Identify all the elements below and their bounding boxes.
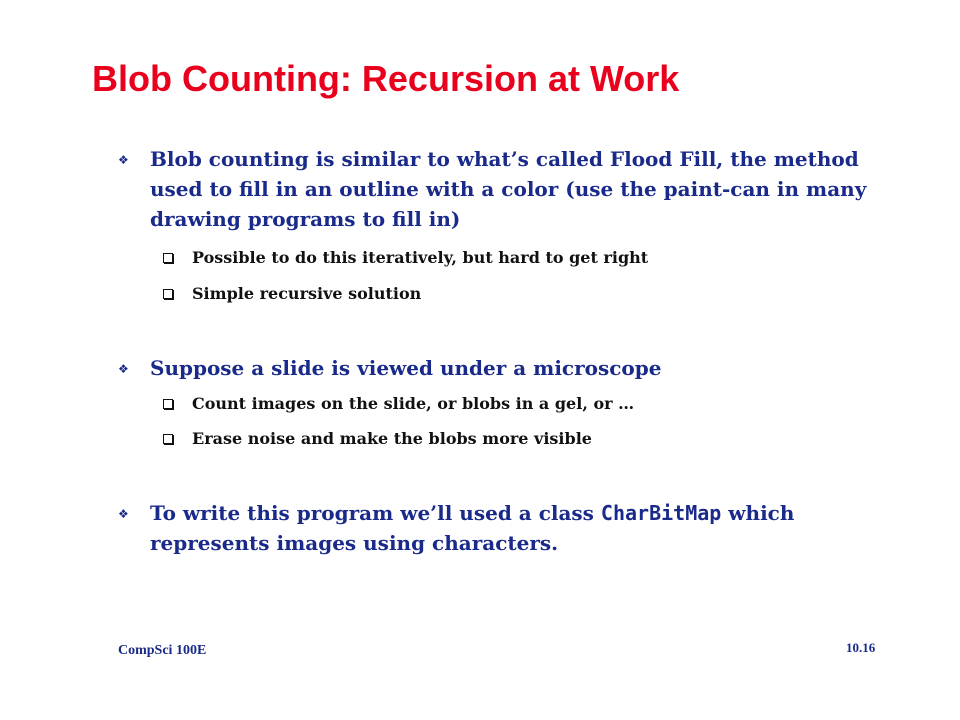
- bullet-charbitmap: [118, 498, 868, 562]
- bullet-text-before-code: To write this program we’ll used a class: [150, 501, 601, 525]
- sub-bullet-text: Count images on the slide, or blobs in a gel, or …: [192, 394, 635, 413]
- checkbox-bullet-icon: [163, 399, 173, 409]
- sub-bullet-text: Erase noise and make the blobs more visible: [192, 429, 592, 448]
- bullet-flood-fill: [118, 144, 868, 240]
- checkbox-bullet-icon: [163, 253, 173, 263]
- diamond-bullet-icon: ❖: [118, 362, 129, 376]
- sub-bullet-recursive: [163, 283, 843, 305]
- sub-bullet-erase-noise: [163, 428, 843, 450]
- checkbox-bullet-icon: [163, 289, 173, 299]
- diamond-bullet-icon: ❖: [118, 153, 129, 167]
- footer-slide-number: 10.16: [846, 640, 876, 655]
- bullet-text-after-code: which represents images using characters.: [150, 501, 795, 555]
- diamond-bullet-icon: ❖: [118, 507, 129, 521]
- checkbox-bullet-icon: [163, 434, 173, 444]
- bullet-microscope: [118, 353, 868, 385]
- bullet-text: Blob counting is similar to what’s called Flood Fill, the method used to fill in an outline with a color (use the paint-can in many drawing programs to fill in): [150, 147, 867, 231]
- sub-bullet-text: Simple recursive solution: [192, 284, 422, 303]
- bullet-text: Suppose a slide is viewed under a microscope: [150, 356, 662, 380]
- sub-bullet-iterative: [163, 247, 843, 269]
- bullet-text: [150, 498, 890, 558]
- slide-title: Blob Counting: Recursion at Work: [92, 58, 680, 99]
- sub-bullet-count-images: [163, 393, 843, 415]
- footer-course: CompSci 100E: [118, 643, 207, 658]
- code-class-name: CharBitMap: [600, 501, 722, 525]
- sub-bullet-text: Possible to do this iteratively, but hard to get right: [192, 248, 649, 267]
